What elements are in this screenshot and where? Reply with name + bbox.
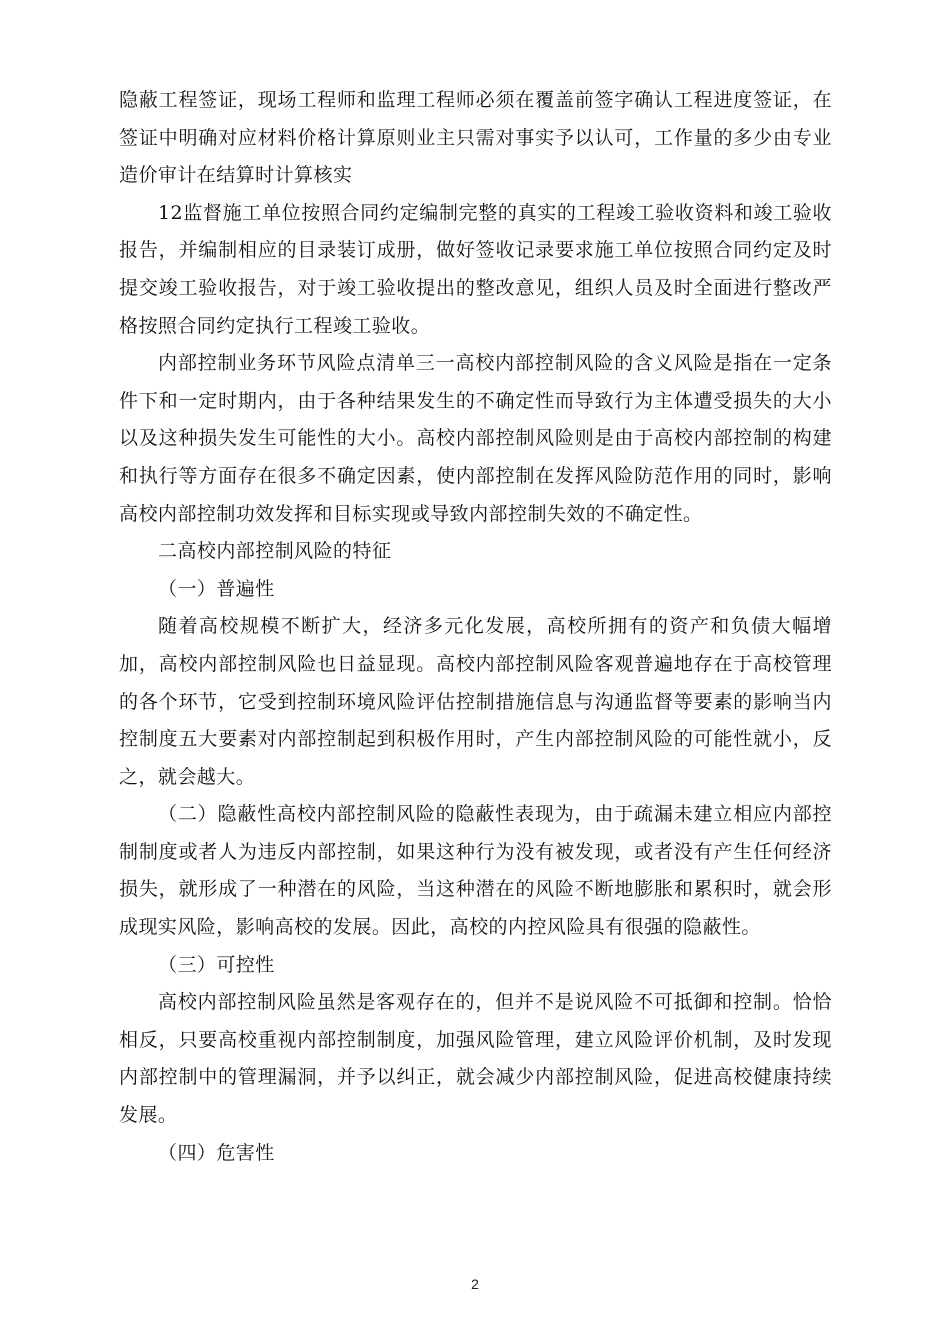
paragraph-2: 12监督施工单位按照合同约定编制完整的真实的工程竣工验收资料和竣工验收报告，并编制相应的目录装订成册，做好签收记录要求施工单位按照合同约定及时提交竣工验收报告，对于竣工验收提出的整改意见，组织人员及时全面进行整改严格按照合同约定执行工程竣工验收。 xyxy=(119,201,832,337)
page-number: 2 xyxy=(471,1276,479,1292)
paragraph-universality: 随着高校规模不断扩大，经济多元化发展，高校所拥有的资产和负债大幅增加，高校内部控制风险也日益显现。高校内部控制风险客观普遍地存在于高校管理的各个环节，它受到控制环境风险评估控制措施信息与沟通监督等要素的影响当内控制度五大要素对内部控制起到积极作用时，产生内部控制风险的可能性就小，反之，就会越大。 xyxy=(119,615,832,788)
subheading-controllability: （三）可控性 xyxy=(158,953,275,976)
document-body xyxy=(119,82,832,1172)
section-heading-characteristics: 二高校内部控制风险的特征 xyxy=(158,540,392,563)
paragraph-controllability: 高校内部控制风险虽然是客观存在的，但并不是说风险不可抵御和控制。恰恰相反，只要高校重视内部控制制度，加强风险管理，建立风险评价机制，及时发现内部控制中的管理漏洞，并予以纠正，就会减少内部控制风险，促进高校健康持续发展。 xyxy=(119,991,832,1127)
subheading-universality: （一）普遍性 xyxy=(158,577,275,600)
paragraph-3: 内部控制业务环节风险点清单三一高校内部控制风险的含义风险是指在一定条件下和一定时期内，由于各种结果发生的不确定性而导致行为主体遭受损失的大小以及这种损失发生可能性的大小。高校内部控制风险则是由于高校内部控制的构建和执行等方面存在很多不确定因素，使内部控制在发挥风险防范作用的同时，影响高校内部控制功效发挥和目标实现或导致内部控制失效的不确定性。 xyxy=(119,352,832,525)
subheading-harmfulness: （四）危害性 xyxy=(158,1141,275,1164)
paragraph-1: 隐蔽工程签证，现场工程师和监理工程师必须在覆盖前签字确认工程进度签证，在签证中明确对应材料价格计算原则业主只需对事实予以认可，工作量的多少由专业造价审计在结算时计算核实 xyxy=(119,89,832,187)
paragraph-concealment: （二）隐蔽性高校内部控制风险的隐蔽性表现为，由于疏漏未建立相应内部控制制度或者人为违反内部控制，如果这种行为没有被发现，或者没有产生任何经济损失，就形成了一种潜在的风险，当这种潜在的风险不断地膨胀和累积时，就会形成现实风险，影响高校的发展。因此，高校的内控风险具有很强的隐蔽性。 xyxy=(119,803,832,939)
